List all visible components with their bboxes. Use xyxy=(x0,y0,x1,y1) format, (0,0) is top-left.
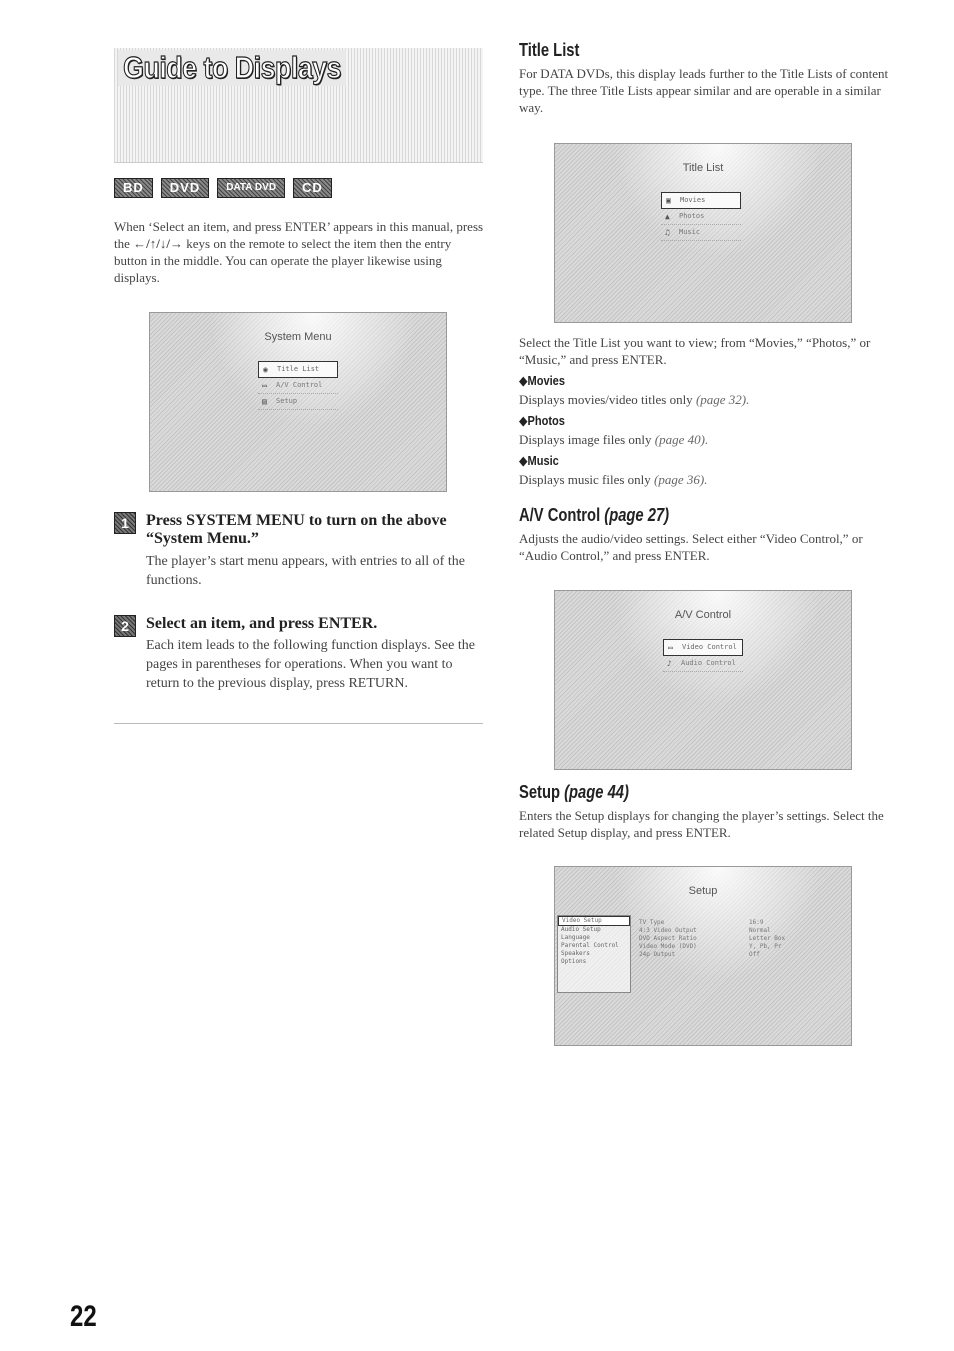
music-heading: ◆Music xyxy=(519,453,559,468)
movies-heading: ◆Movies xyxy=(519,373,565,388)
step-2-body: Each item leads to the following function displays. See the pages in parentheses for operations. When you want to return to the previous display, press RETURN. xyxy=(146,638,475,691)
av-control-page-ref: (page 27) xyxy=(604,505,670,525)
screen-title: System Menu xyxy=(264,331,332,343)
movies-page-ref: (page 32). xyxy=(695,392,750,407)
av-control-heading: A/V Control (page 27) xyxy=(519,505,670,525)
setup-menu-video-setup[interactable]: Video Setup xyxy=(558,916,630,926)
tag-cd: CD xyxy=(293,178,332,198)
video-icon: ▭ xyxy=(668,643,673,652)
step-number-1: 1 xyxy=(114,512,136,534)
setting-value: Normal xyxy=(749,927,771,934)
setup-menu-language[interactable]: Language xyxy=(561,934,590,941)
setting-label[interactable]: TV Type xyxy=(639,919,665,926)
page-title: Guide to Displays xyxy=(118,50,346,86)
setup-menu-audio-setup[interactable]: Audio Setup xyxy=(561,926,601,933)
setup-icon: ▤ xyxy=(262,397,267,406)
audio-icon: ♪ xyxy=(667,659,672,668)
intro-paragraph: When ‘Select an item, and press ENTER’ appears in this manual, press the ←/↑/↓/→ keys on the remote to select the item then the entry button in the middle. You can operate the player likewise using displays. xyxy=(114,219,484,285)
setting-label[interactable]: 4:3 Video Output xyxy=(639,927,697,934)
setup-menu-speakers[interactable]: Speakers xyxy=(561,950,590,957)
title-list-text: For DATA DVDs, this display leads further to the Title Lists of content type. The three Title Lists appear similar and are operable in a similar way. xyxy=(519,66,889,115)
section-divider xyxy=(114,723,483,724)
photo-icon: ▲ xyxy=(665,212,670,221)
music-icon: ♫ xyxy=(665,228,670,237)
step-1-heading: Press SYSTEM MENU to turn on the above “System Menu.” xyxy=(146,512,447,547)
setting-value: 16:9 xyxy=(749,919,764,926)
setup-menu-options[interactable]: Options xyxy=(561,958,587,965)
setting-value: Off xyxy=(749,951,760,958)
disc-icon: ◉ xyxy=(263,365,268,374)
setting-label[interactable]: 24p Output xyxy=(639,951,676,958)
menu-item-photos[interactable]: ▲ Photos xyxy=(661,209,741,225)
menu-item-title-list[interactable]: ◉ Title List xyxy=(258,361,338,378)
setup-heading: Setup (page 44) xyxy=(519,782,629,802)
step-2-heading: Select an item, and press ENTER. xyxy=(146,615,378,632)
title-list-menu xyxy=(661,192,741,241)
setup-page-ref: (page 44) xyxy=(564,782,629,802)
av-control-menu xyxy=(663,639,743,672)
arrow-keys: ←/↑/↓/→ xyxy=(133,236,183,251)
photos-desc: Displays image files only (page 40). xyxy=(519,432,709,447)
setting-label[interactable]: Video Mode (DVD) xyxy=(639,943,697,950)
step-1-body: The player’s start menu appears, with entries to all of the functions. xyxy=(146,554,465,588)
title-list-heading: Title List xyxy=(519,40,580,60)
setting-label[interactable]: DVD Aspect Ratio xyxy=(639,935,697,942)
av-icon: ▭ xyxy=(262,381,267,390)
movies-desc: Displays movies/video titles only (page 32). xyxy=(519,392,750,407)
setup-text: Enters the Setup displays for changing the player’s settings. Select the related Setup display, and press ENTER. xyxy=(519,808,884,840)
screen-title: A/V Control xyxy=(674,609,732,621)
menu-item-audio-control[interactable]: ♪ Audio Control xyxy=(663,656,743,672)
title-banner xyxy=(114,48,483,163)
photos-page-ref: (page 40). xyxy=(654,432,709,447)
tag-dvd: DVD xyxy=(161,178,209,198)
step-number-2: 2 xyxy=(114,615,136,637)
menu-item-video-control[interactable]: ▭ Video Control xyxy=(663,639,743,656)
disc-type-tags xyxy=(114,178,332,196)
film-icon: ▣ xyxy=(666,196,671,205)
setting-value: Y, Pb, Pr xyxy=(749,943,782,950)
title-list-select-text: Select the Title List you want to view; from “Movies,” “Photos,” or “Music,” and press ENTER. xyxy=(519,335,871,367)
music-page-ref: (page 36). xyxy=(654,472,708,487)
menu-item-av-control[interactable]: ▭ A/V Control xyxy=(258,378,338,394)
setup-menu-parental-control[interactable]: Parental Control xyxy=(561,942,619,949)
photos-heading: ◆Photos xyxy=(519,413,565,428)
av-control-text: Adjusts the audio/video settings. Select either “Video Control,” or “Audio Control,” and press ENTER. xyxy=(519,531,863,563)
setup-screen xyxy=(554,866,852,1046)
av-control-screen xyxy=(554,590,852,770)
setting-value: Letter Box xyxy=(749,935,786,942)
system-menu-screen xyxy=(149,312,447,492)
menu-item-setup[interactable]: ▤ Setup xyxy=(258,394,338,410)
screen-title: Title List xyxy=(682,162,724,174)
menu-item-movies[interactable]: ▣ Movies xyxy=(661,192,741,209)
page-number: 22 xyxy=(70,1300,97,1333)
music-desc: Displays music files only (page 36). xyxy=(519,472,708,487)
title-list-screen xyxy=(554,143,852,323)
system-menu-list xyxy=(258,361,338,410)
tag-bd: BD xyxy=(114,178,153,198)
setup-settings-column xyxy=(639,919,697,959)
menu-item-music[interactable]: ♫ Music xyxy=(661,225,741,241)
setup-menu-panel xyxy=(557,915,631,993)
tag-data-dvd: DATA DVD xyxy=(217,178,285,198)
screen-title: Setup xyxy=(688,885,718,897)
setup-values-column xyxy=(749,919,785,959)
